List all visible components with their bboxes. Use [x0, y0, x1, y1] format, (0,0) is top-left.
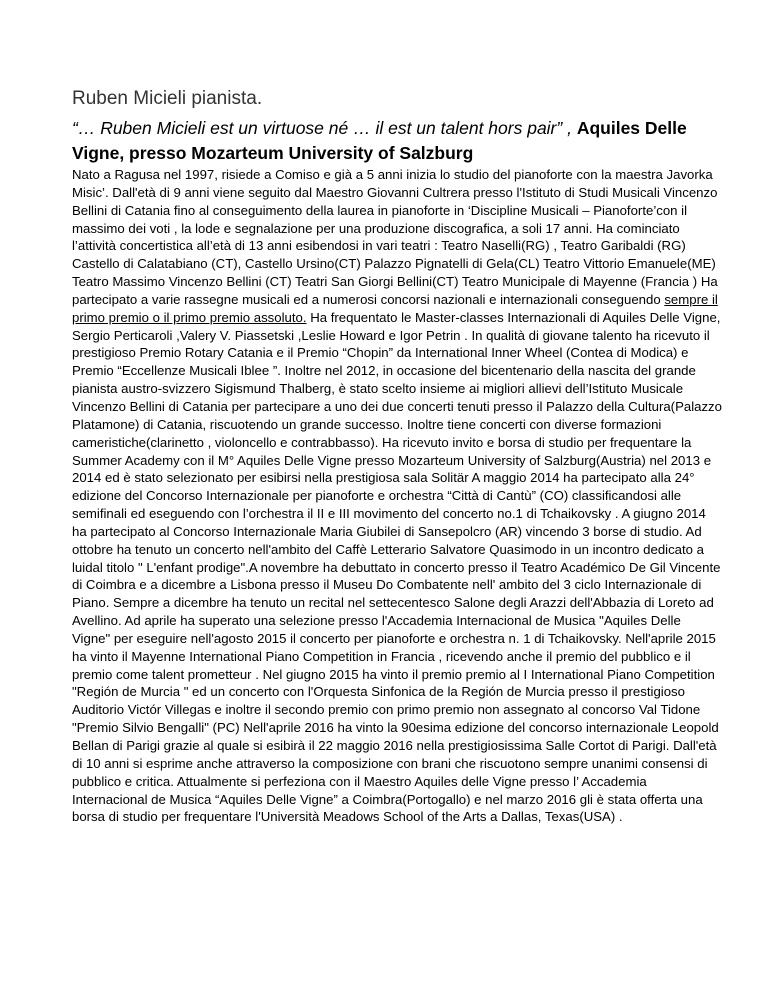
- quote-block: [72, 116, 732, 166]
- biography-text-part2: Ha frequentato le Master-classes Internazionali di Aquiles Delle Vigne, Sergio Perticaroli ,Valery V. Piassetski ,Leslie Howard e Igor Petrin . In qualità di giovane talento ha ricevuto il prestigioso Premio Rotary Catania e il Premio “Chopin” da International Inner Wheel (Contea di Modica) e Premio “Eccellenze Musicali Iblee ”. Inoltre nel 2012, in occasione del bicentenario della nascita del grande pianista austro-svizzero Sigismund Thalberg, è stato scelto insieme ai migliori allievi dell’Istituto Musicale Vincenzo Bellini di Catania per partecipare a uno dei due concerti tenuti presso il Palazzo della Cultura(Palazzo Platamone) di Catania, riscuotendo un grande successo. Inoltre tiene concerti con diverse formazioni cameristiche(clarinetto , violoncello e contrabbasso). Ha ricevuto invito e borsa di studio per frequentare la Summer Academy con il M° Aquiles Delle Vigne presso Mozarteum University of Salzburg(Austria) nel 2013 e 2014 ed è stato selezionato per esibirsi nella prestigiosa sala Solitär A maggio 2014 ha partecipato alla 24° edizione del Concorso Internazionale per pianoforte e orchestra “Città di Cantù” (CO) classificandosi alle semifinali ed eseguendo con l’orchestra il II e III movimento del concerto no.1 di Tchaikovsky . A giugno 2014 ha partecipato al Concorso Internazionale Maria Giubilei di Sansepolcro (AR) vincendo 3 borse di studio. Ad ottobre ha tenuto un concerto nell'ambito del Caffè Letterario Salvatore Quasimodo in un incontro dedicato a luidal titolo " L'enfant prodige".A novembre ha debuttato in concerto presso il Teatro Académico De Gil Vincente di Coimbra e a dicembre a Lisbona presso il Museu Do Combatente nell' ambito del 3 ciclo Internazionale di Piano. Sempre a dicembre ha tenuto un recital nel settecentesco Salone degli Arazzi dell'Abbazia di Loreto ad Avellino. Ad aprile ha superato una selezione presso l'Accademia Internacional de Musica "Aquiles Delle Vigne" per eseguire nell'agosto 2015 il concerto per pianoforte e orchestra n. 1 di Tchaikovsky. Nell'aprile 2015 ha vinto il Mayenne International Piano Competition in Francia , ricevendo anche il premio del pubblico e il premio come talent prometteur . Nel giugno 2015 ha vinto il premio premio al I International Piano Competition "Región de Murcia " ed un concerto con l'Orquesta Sinfonica de la Región de Murcia presso il prestigioso Auditorio Victór Villegas e inoltre il secondo premio con primo premio non assegnato al concorso Val Tidone "Premio Silvio Bengalli" (PC) Nell'aprile 2016 ha vinto la 90esima edizione del concorso internazionale Leopold Bellan di Parigi grazie al quale si esibirà il 22 maggio 2016 nella prestigiosissima Salle Cortot di Parigi. Dall'età di 10 anni si esprime anche attraverso la composizione con brani che riscuotono sempre unanimi consensi di pubblico e critica. Attualmente si perfeziona con il Maestro Aquiles delle Vigne presso l’ Accademia Internacional de Musica “Aquiles Delle Vigne” a Coimbra(Portogallo) e nel marzo 2016 gli è stata offerta una borsa di studio per frequentare l'Università Meadows School of the Arts a Dallas, Texas(USA) .: [72, 309, 722, 825]
- quote-text: “… Ruben Micieli est un virtuose né … il est un talent hors pair” ,: [72, 118, 572, 138]
- biography-underlined-text: sempre il primo premio o il primo premio assoluto.: [72, 291, 718, 325]
- quote-attribution: Aquiles Delle Vigne, presso Mozarteum University of Salzburg: [72, 118, 687, 163]
- biography-text-part1: Nato a Ragusa nel 1997, risiede a Comiso e già a 5 anni inizia lo studio del pianoforte con la maestra Javorka Misic’. Dall'età di 9 anni viene seguito dal Maestro Giovanni Cultrera presso l'Istituto di Studi Musicali Vincenzo Bellini di Catania fino al conseguimento della laurea in pianoforte in ‘Discipline Musicali – Pianoforte’con il massimo dei voti , la lode e segnalazione per una produzione discografica, a soli 17 anni. Ha cominciato l’attività concertistica all’età di 13 anni esibendosi in vari teatri : Teatro Naselli(RG) , Teatro Garibaldi (RG) Castello di Calatabiano (CT), Castello Ursino(CT) Palazzo Pignatelli di Gela(CL) Teatro Vittorio Emanuele(ME) Teatro Massimo Vincenzo Bellini (CT) Teatri San Giorgi Bellini(CT) Teatro Municipale di Mayenne (Francia ) Ha partecipato a varie rassegne musicali ed a numerosi concorsi nazionali e internazionali conseguendo: [72, 167, 718, 307]
- biography-paragraph: [72, 166, 722, 826]
- document-title: Ruben Micieli pianista.: [72, 88, 263, 109]
